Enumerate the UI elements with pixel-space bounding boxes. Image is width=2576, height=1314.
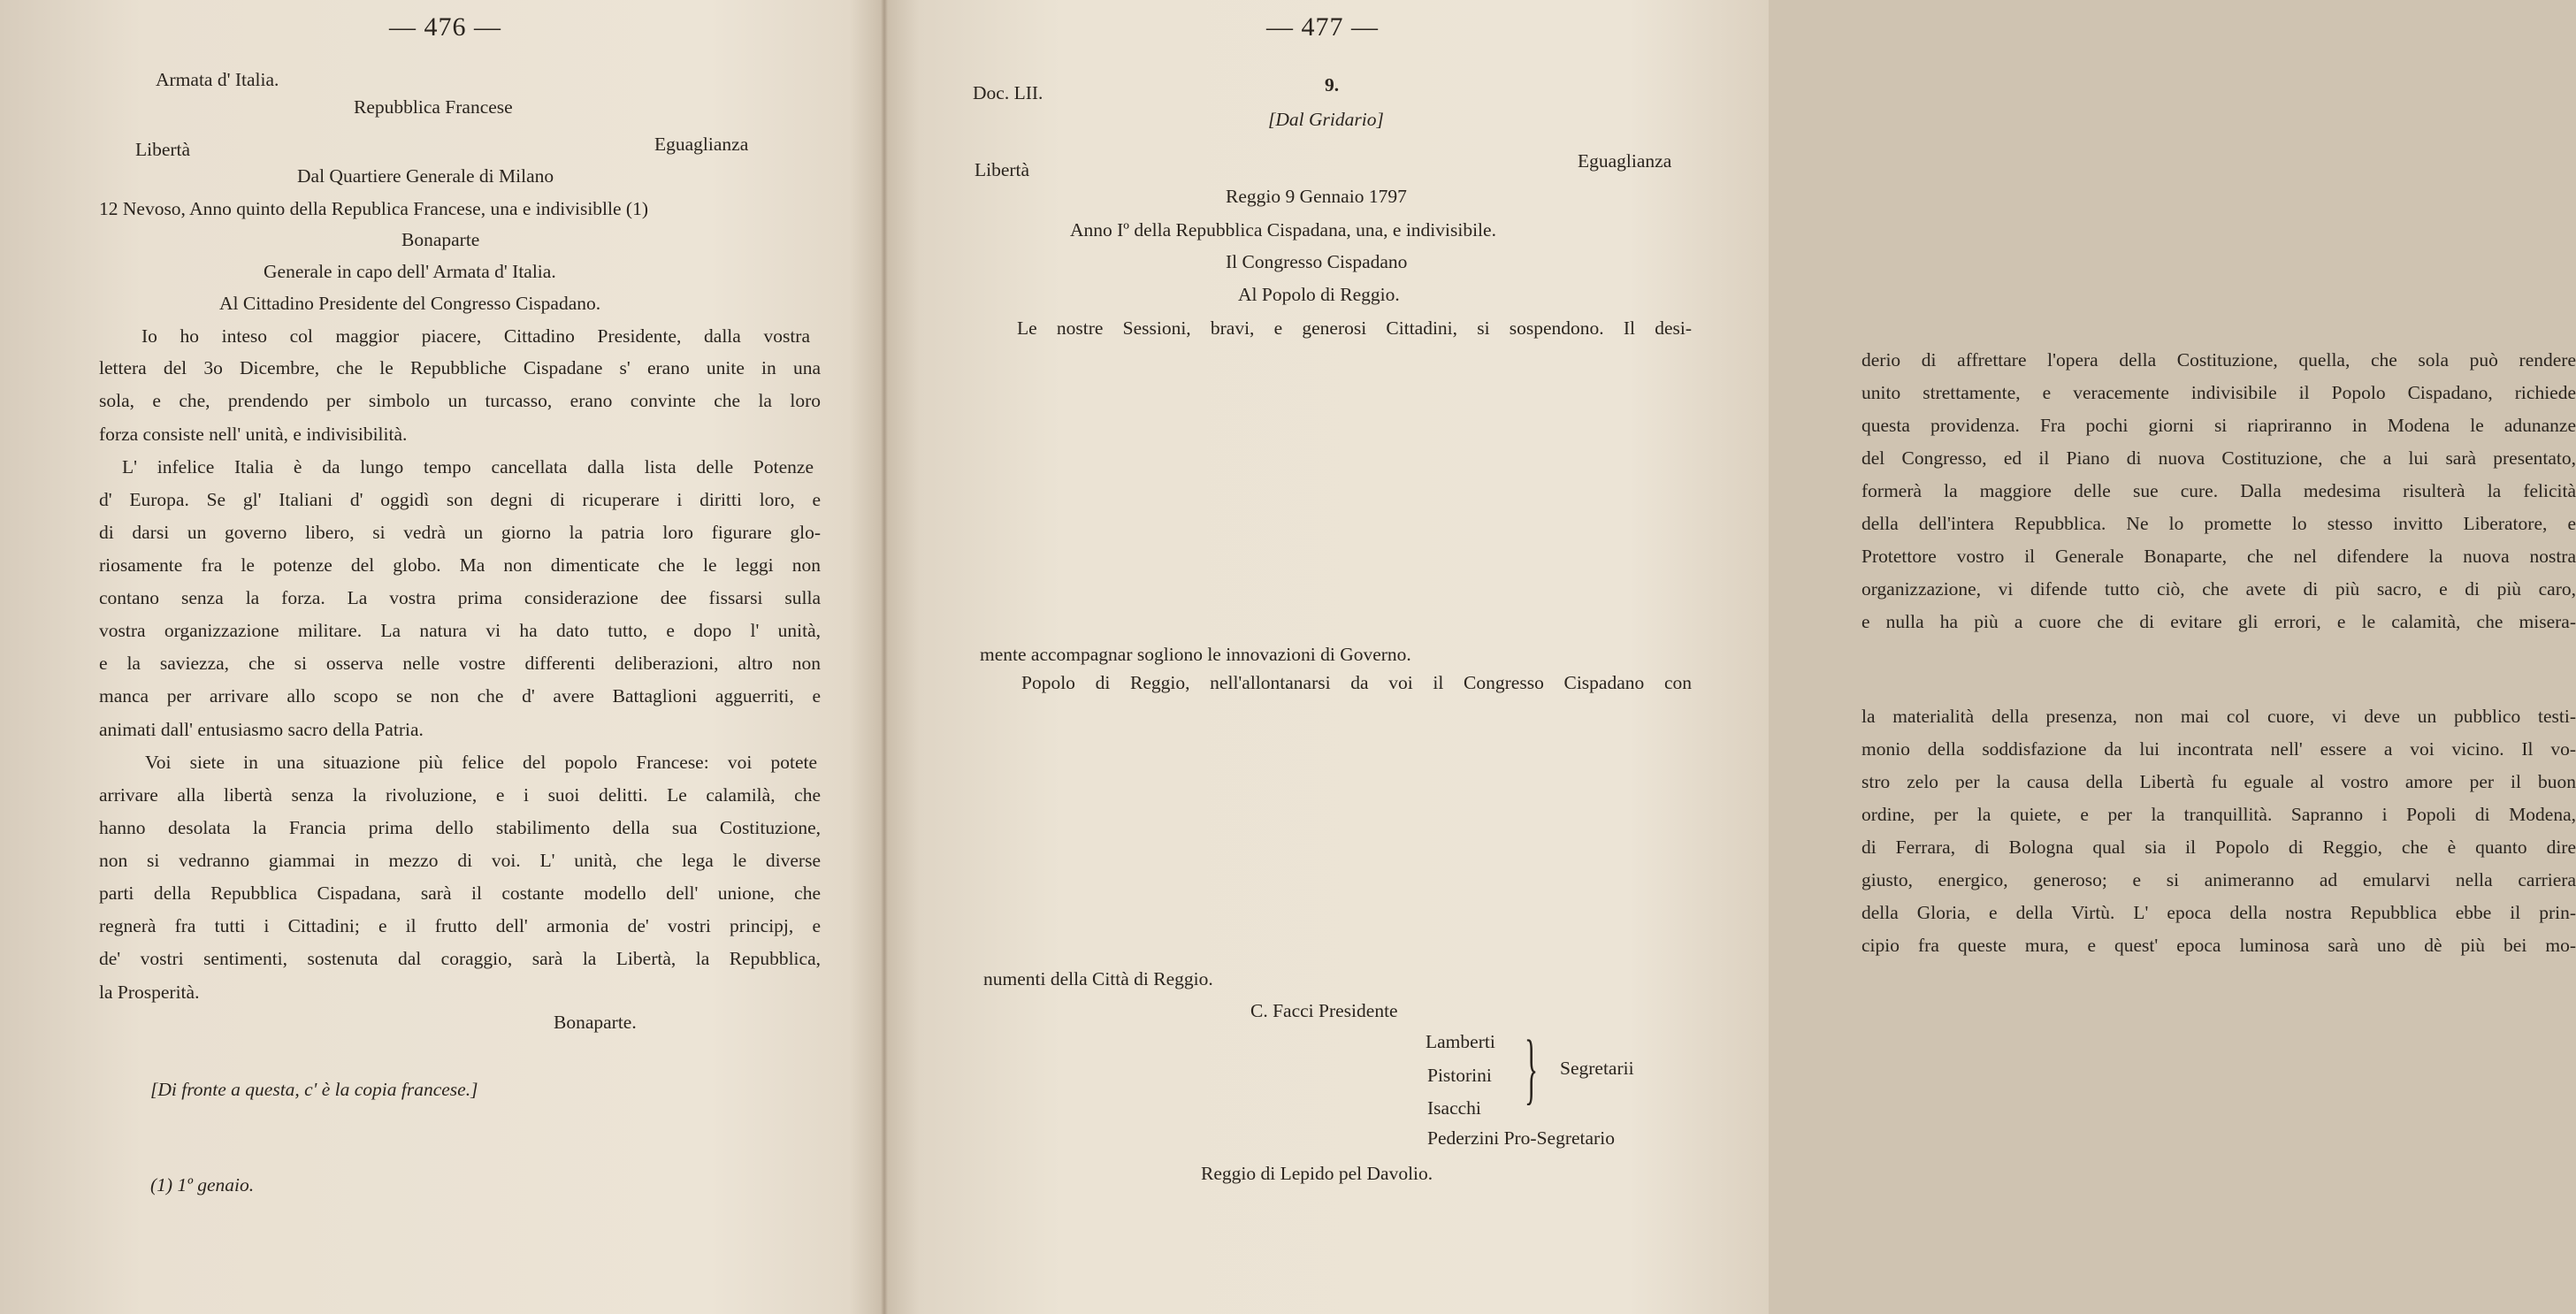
paragraph-line: parti della Repubblica Cispadana, sarà il costante modello dell' unione, che <box>99 882 821 904</box>
paragraph-line: regnerà fra tutti i Cittadini; e il frutto dell' armonia de' vostri principj, e <box>99 915 821 936</box>
paragraph-line: della dell'intera Repubblica. Ne lo promette lo stesso invitto Liberatore, e <box>1861 513 2576 534</box>
right-page <box>884 0 2576 1314</box>
origin-line: Dal Quartiere Generale di Milano <box>297 165 554 187</box>
secretary-name: Isacchi <box>1427 1097 1481 1119</box>
paragraph-line: e nulla ha più a cuore che di evitare gli errori, e le calamità, che misera- <box>1861 611 2576 632</box>
paragraph-line: Io ho inteso col maggior piacere, Cittadino Presidente, dalla vostra <box>141 325 810 347</box>
footnote: (1) 1º genaio. <box>150 1174 255 1196</box>
pro-secretary: Pederzini Pro-Segretario <box>1427 1127 1615 1149</box>
paragraph-line: del Congresso, ed il Piano di nuova Costituzione, che a lui sarà presentato, <box>1861 447 2576 469</box>
paragraph-line: numenti della Città di Reggio. <box>983 968 1213 989</box>
paragraph-line: e la saviezza, che si osserva nelle vostre differenti deliberazioni, altro non <box>99 653 821 674</box>
page-number: — 477 — <box>1266 12 1379 42</box>
date-line: 12 Nevoso, Anno quinto della Republica Francese, una e indivisiblle (1) <box>99 198 648 219</box>
motto-right: Eguaglianza <box>654 134 749 155</box>
page-number: — 476 — <box>389 12 501 42</box>
source-note: [Dal Gridario] <box>1268 109 1384 130</box>
paragraph-line: la Prosperità. <box>99 982 200 1003</box>
paragraph-line: sola, e che, prendendo per simbolo un turcasso, erano convinte che la loro <box>99 390 821 411</box>
paragraph-line: animati dall' entusiasmo sacro della Patria. <box>99 719 424 740</box>
paragraph-line: forza consiste nell' unità, e indivisibilità. <box>99 424 408 445</box>
secretaries-title: Segretarii <box>1560 1058 1634 1079</box>
paragraph-line: la materialità della presenza, non mai col cuore, vi deve un pubblico testi- <box>1861 706 2576 727</box>
paragraph-line: di Ferrara, di Bologna qual sia il Popolo di Reggio, che è quanto dire <box>1861 837 2576 858</box>
paragraph-line: lettera del 3o Dicembre, che le Repubbliche Cispadane s' erano unite in una <box>99 357 821 378</box>
paragraph-line: Popolo di Reggio, nell'allontanarsi da voi il Congresso Cispadano con <box>1021 672 1692 693</box>
year-line: Anno Iº della Repubblica Cispadana, una, e indivisibile. <box>1070 219 1496 241</box>
paragraph-line: manca per arrivare allo scopo se non che d' avere Battaglioni agguerriti, e <box>99 685 821 707</box>
paragraph-line: non si vedranno giammai in mezzo di voi. L' unità, che lega le diverse <box>99 850 821 871</box>
paragraph-line: Voi siete in una situazione più felice del popolo Francese: voi potete <box>145 752 817 773</box>
paragraph-line: d' Europa. Se gl' Italiani d' oggidì son degni di ricuperare i diritti loro, e <box>99 489 821 510</box>
header-center: Repubblica Francese <box>354 96 513 118</box>
date-line: Reggio 9 Gennaio 1797 <box>1226 186 1407 207</box>
paragraph-line: organizzazione, vi difende tutto ciò, che avete di più sacro, e di più caro, <box>1861 578 2576 600</box>
header-left: Armata d' Italia. <box>156 69 279 90</box>
motto-right: Eguaglianza <box>1578 150 1672 172</box>
paragraph-line: arrivare alla libertà senza la rivoluzione, e i suoi delitti. Le calamilà, che <box>99 784 821 806</box>
paragraph-line: de' vostri sentimenti, sostenuta dal coraggio, sarà la Libertà, la Repubblica, <box>99 948 821 969</box>
paragraph-line: derio di affrettare l'opera della Costituzione, quella, che sola può rendere <box>1861 349 2576 371</box>
sender: Bonaparte <box>401 229 480 250</box>
printer-line: Reggio di Lepido pel Davolio. <box>1201 1163 1433 1184</box>
secretary-name: Lamberti <box>1426 1031 1495 1052</box>
doc-reference: Doc. LII. <box>973 82 1043 103</box>
paragraph-line: riosamente fra le potenze del globo. Ma non dimenticate che le leggi non <box>99 554 821 576</box>
sender: Il Congresso Cispadano <box>1226 251 1408 272</box>
paragraph-line: stro zelo per la causa della Libertà fu eguale al vostro amore per il buon <box>1861 771 2576 792</box>
doc-number: 9. <box>1325 74 1340 95</box>
secretary-name: Pistorini <box>1427 1065 1492 1086</box>
paragraph-line: formerà la maggiore delle sue cure. Dalla medesima risulterà la felicità <box>1861 480 2576 501</box>
paragraph-line: mente accompagnar sogliono le innovazioni di Governo. <box>980 644 1411 665</box>
secretaries-brace: } <box>1525 1025 1539 1112</box>
motto-left: Libertà <box>135 139 191 160</box>
motto-left: Libertà <box>975 159 1030 180</box>
paragraph-line: della Gloria, e della Virtù. L' epoca della nostra Repubblica ebbe il prin- <box>1861 902 2576 923</box>
paragraph-line: Le nostre Sessioni, bravi, e generosi Cittadini, si sospendono. Il desi- <box>1017 317 1692 339</box>
sender-title: Generale in capo dell' Armata d' Italia. <box>264 261 556 282</box>
editor-note: [Di fronte a questa, c' è la copia francese.] <box>150 1079 478 1100</box>
paragraph-line: L' infelice Italia è da lungo tempo cancellata dalla lista delle Potenze <box>122 456 814 477</box>
addressee: Al Popolo di Reggio. <box>1238 284 1400 305</box>
paragraph-line: hanno desolata la Francia prima dello stabilimento della sua Costituzione, <box>99 817 821 838</box>
paragraph-line: cipio fra queste mura, e quest' epoca luminosa sarà uno dè più bei mo- <box>1861 935 2576 956</box>
paragraph-line: giusto, energico, generoso; e si animeranno ad emularvi nella carriera <box>1861 869 2576 890</box>
paragraph-line: di darsi un governo libero, si vedrà un giorno la patria loro figurare glo- <box>99 522 821 543</box>
signature: Bonaparte. <box>554 1012 637 1033</box>
paragraph-line: ordine, per la quiete, e per la tranquillità. Sapranno i Popoli di Modena, <box>1861 804 2576 825</box>
paragraph-line: contano senza la forza. La vostra prima considerazione dee fissarsi sulla <box>99 587 821 608</box>
paragraph-line: unito strettamente, e veracemente indivisibile il Popolo Cispadano, richiede <box>1861 382 2576 403</box>
paragraph-line: Protettore vostro il Generale Bonaparte, che nel difendere la nuova nostra <box>1861 546 2576 567</box>
president-signature: C. Facci Presidente <box>1250 1000 1398 1021</box>
paragraph-line: vostra organizzazione militare. La natura vi ha dato tutto, e dopo l' unità, <box>99 620 821 641</box>
paragraph-line: monio della soddisfazione da lui incontrata nell' essere a voi vicino. Il vo- <box>1861 738 2576 760</box>
left-page <box>0 0 884 1314</box>
addressee: Al Cittadino Presidente del Congresso Cispadano. <box>219 293 601 314</box>
paragraph-line: questa providenza. Fra pochi giorni si riapriranno in Modena le adunanze <box>1861 415 2576 436</box>
